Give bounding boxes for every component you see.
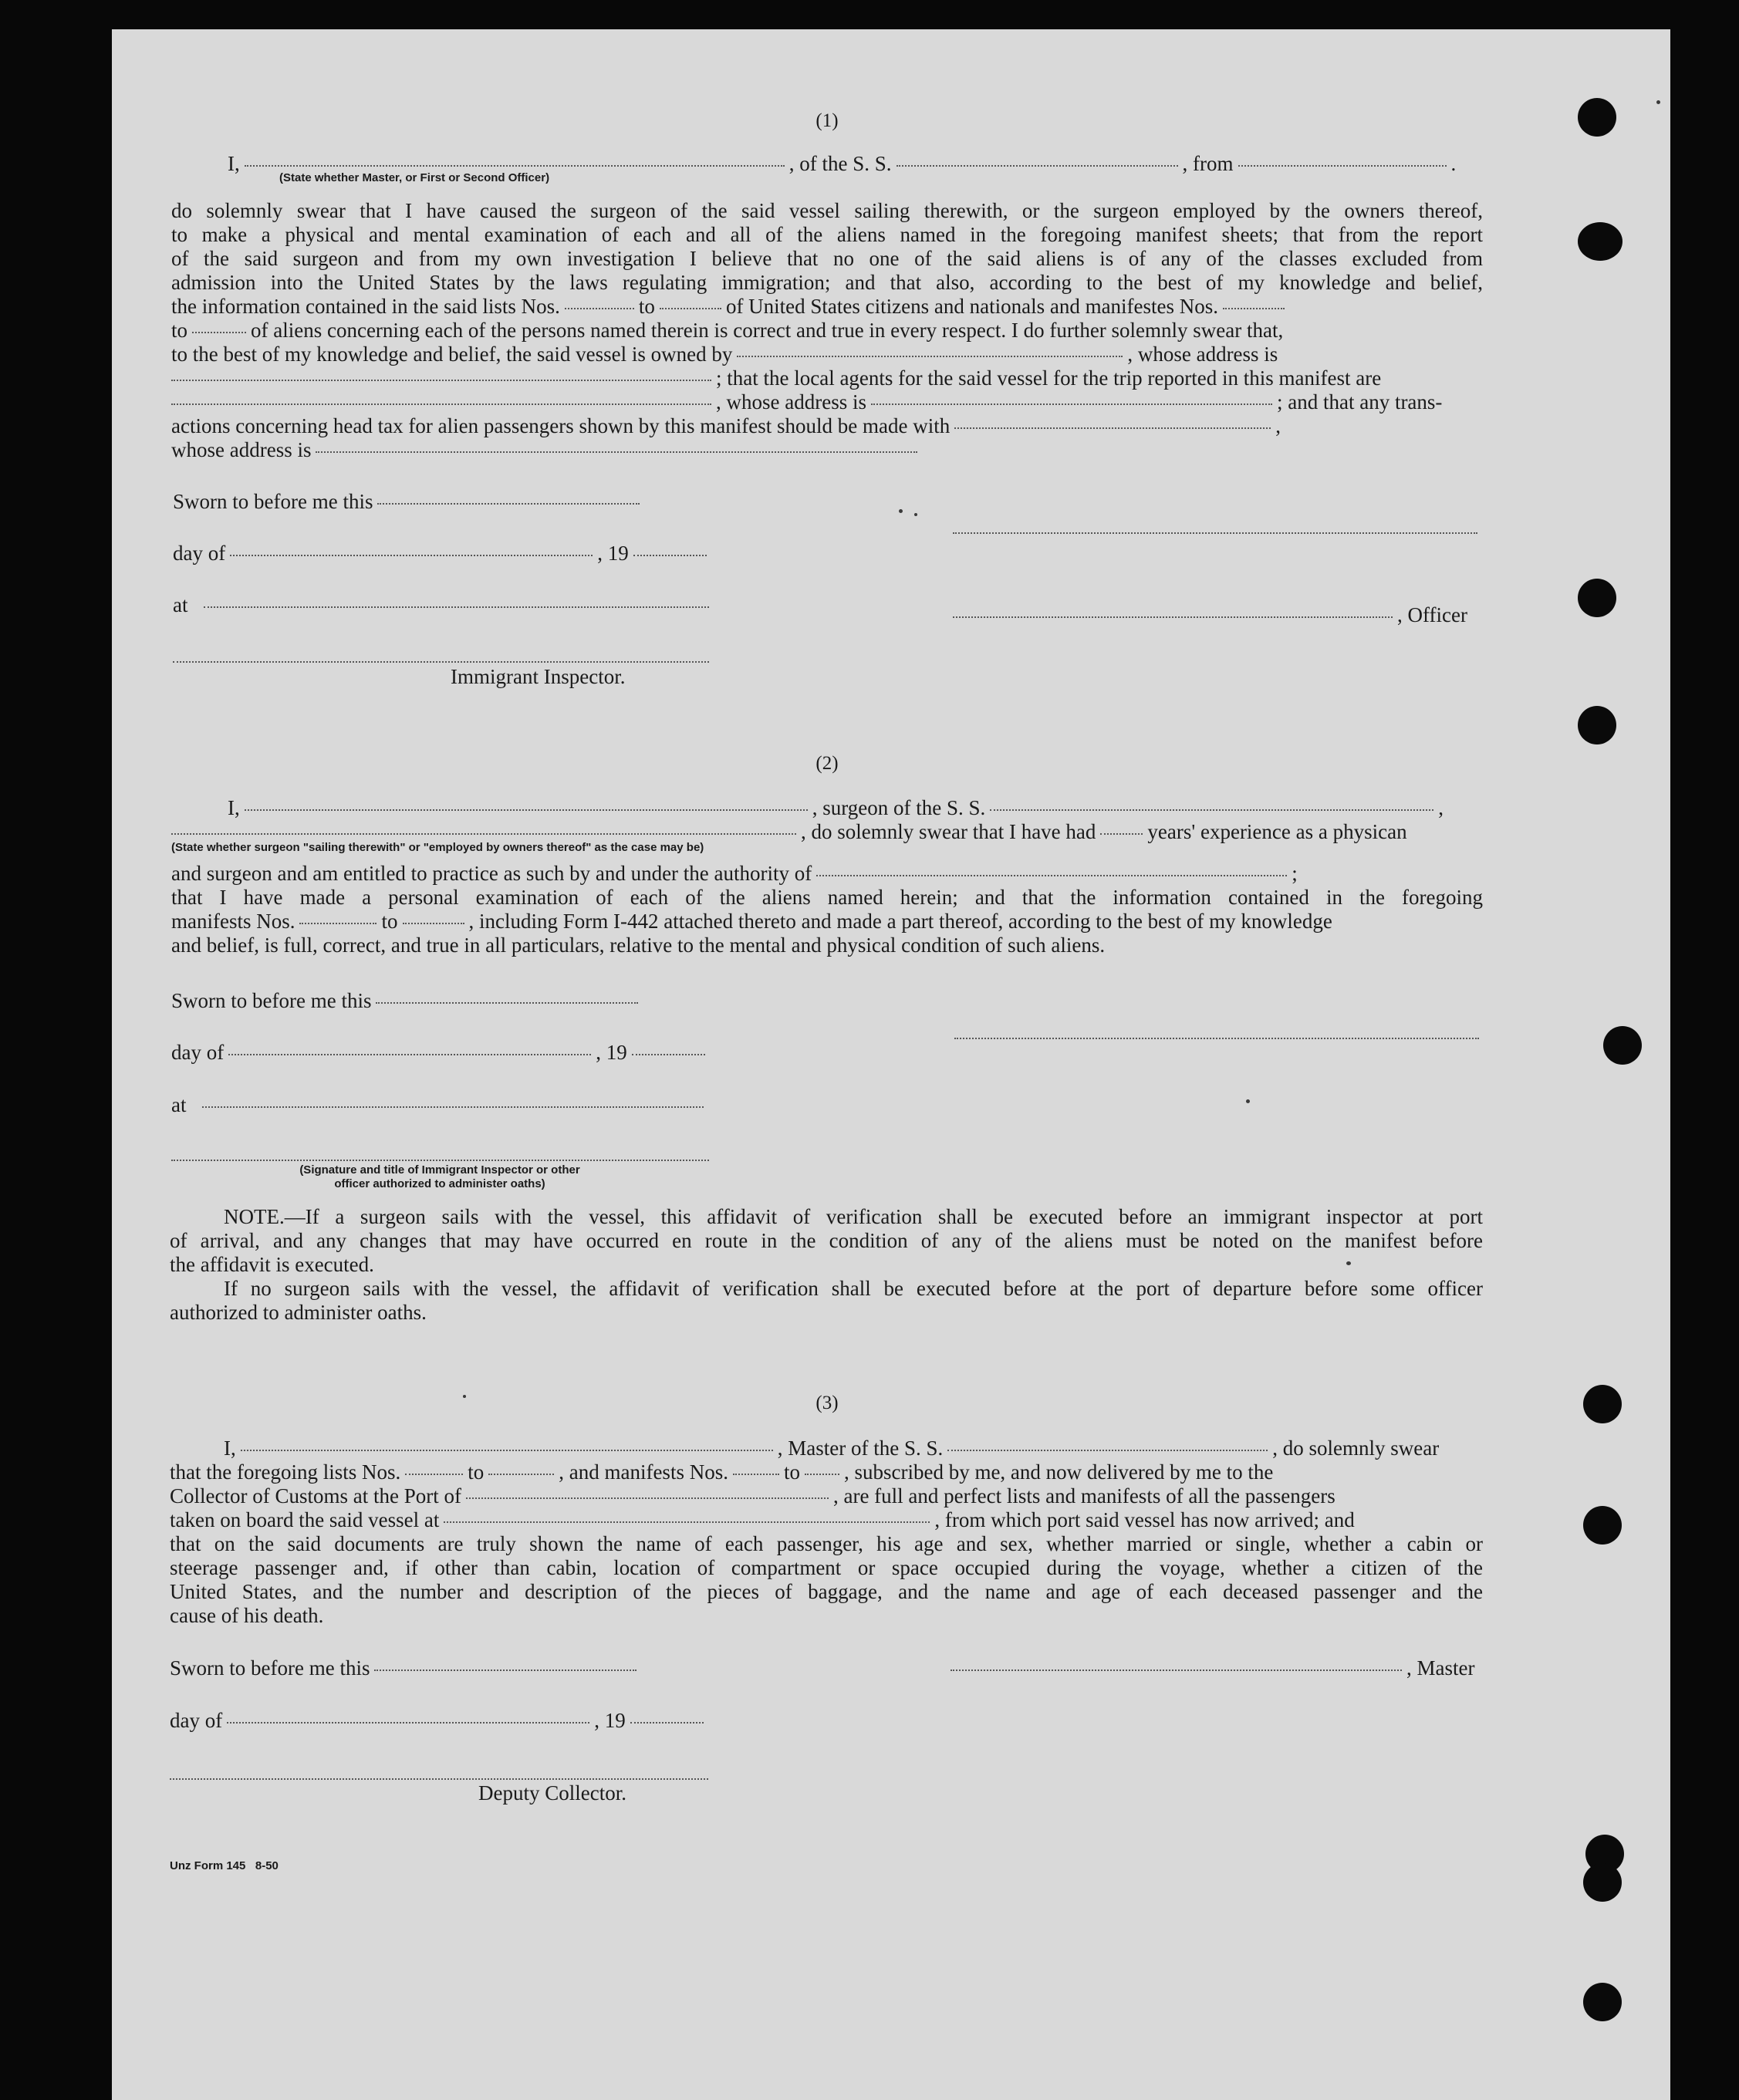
punch-hole bbox=[1578, 579, 1616, 617]
section-1-line-1: I, , of the S. S. , from . bbox=[228, 152, 1457, 175]
section-2-line-5: manifests Nos. to , including Form I-442 attached thereto and made a part thereof, according to the best of my knowledge bbox=[171, 910, 1332, 933]
officer-signature-line bbox=[953, 532, 1477, 534]
officer-hint: (State whether Master, or First or Second Officer) bbox=[279, 171, 550, 184]
at-label: at bbox=[171, 1092, 708, 1118]
sworn-label: Sworn to before me this bbox=[173, 488, 644, 515]
section-3-text: that on the said documents are truly shown the name of each passenger, his age and sex, whether married or single, whether a cabin or bbox=[170, 1532, 1483, 1555]
section-1-number: (1) bbox=[815, 110, 839, 131]
section-1-tax-line: actions concerning head tax for alien passengers shown by this manifest should be made with , bbox=[171, 414, 1281, 437]
section-2-line-6: and belief, is full, correct, and true in all particulars, relative to the mental and physical condition of such aliens. bbox=[171, 934, 1106, 957]
surgeon-hint: (State whether surgeon "sailing therewith" or "employed by owners thereof" as the case may be) bbox=[171, 841, 704, 854]
section-2-line-2: , do solemnly swear that I have had years' experience as a physican bbox=[171, 819, 1483, 845]
section-1-address-line: , whose address is ; and that any trans- bbox=[171, 389, 1483, 415]
punch-hole bbox=[1583, 1506, 1622, 1545]
section-1-text: do solemnly swear that I have caused the surgeon of the said vessel sailing therewith, or the surgeon employed by the owners thereof, bbox=[171, 199, 1483, 222]
day-of-label: day of , 19 bbox=[173, 540, 711, 566]
section-3-line-2: that the foregoing lists Nos. to , and manifests Nos. to , subscribed by me, and now delivered by me to the bbox=[170, 1460, 1274, 1484]
immigrant-inspector-label: Immigrant Inspector. bbox=[451, 665, 626, 688]
punch-hole bbox=[1578, 222, 1623, 261]
sworn-label: Sworn to before me this bbox=[170, 1655, 641, 1681]
note-text: If no surgeon sails with the vessel, the affidavit of verification shall be executed before at the port of departure before some officer bbox=[224, 1277, 1483, 1300]
punch-hole bbox=[1583, 1863, 1622, 1902]
section-1-to-line: to of aliens concerning each of the persons named therein is correct and true in every respect. I do further solemnly swear that, bbox=[171, 319, 1284, 342]
master-line: , Master bbox=[951, 1655, 1474, 1681]
punch-hole bbox=[1583, 1385, 1622, 1423]
section-3-text: steerage passenger and, if other than cabin, location of compartment or space occupied during the voyage, whether a citizen of the bbox=[170, 1556, 1483, 1579]
punch-hole bbox=[1583, 1983, 1622, 2021]
surgeon-signature-line bbox=[954, 1038, 1479, 1039]
officer-line: , Officer bbox=[953, 602, 1467, 628]
section-3-text: United States, and the number and description of the pieces of baggage, and the name and age of each deceased passenger and the bbox=[170, 1580, 1483, 1603]
at-label: at bbox=[173, 592, 714, 618]
sworn-label: Sworn to before me this bbox=[171, 988, 643, 1014]
section-3-line-1: I, , Master of the S. S. , do solemnly swear bbox=[224, 1437, 1440, 1460]
section-3-line-4: taken on board the said vessel at , from which port said vessel has now arrived; and bbox=[170, 1508, 1355, 1531]
section-1-text: of the said surgeon and from my own investigation I believe that no one of the said aliens is of any of the classes excluded from bbox=[171, 247, 1483, 270]
section-3-number: (3) bbox=[815, 1393, 839, 1413]
note-text: NOTE.—If a surgeon sails with the vessel, this affidavit of verification shall be executed before an immigrant inspector at port bbox=[224, 1205, 1483, 1228]
section-1-agents-line: ; that the local agents for the said vessel for the trip reported in this manifest are bbox=[171, 365, 1483, 391]
day-of-label: day of , 19 bbox=[170, 1707, 708, 1734]
inspector-signature-line bbox=[171, 1160, 709, 1161]
punch-hole bbox=[1578, 98, 1616, 137]
form-id: Unz Form 145 8-50 bbox=[170, 1859, 279, 1872]
section-1-whose-line: whose address is bbox=[171, 437, 1483, 463]
note-text: of arrival, and any changes that may have occurred en route in the condition of any of the aliens must be noted on the manifest before bbox=[170, 1229, 1483, 1252]
section-3-line-3: Collector of Customs at the Port of , are full and perfect lists and manifests of all the passengers bbox=[170, 1484, 1335, 1507]
deputy-collector-label: Deputy Collector. bbox=[478, 1781, 626, 1805]
section-2-line-1: I, , surgeon of the S. S. , bbox=[228, 796, 1444, 819]
section-1-owned-line: to the best of my knowledge and belief, the said vessel is owned by , whose address is bbox=[171, 343, 1278, 366]
section-2-line-4: that I have made a personal examination of each of the aliens named herein; and that the information contained in the foregoing bbox=[171, 886, 1483, 909]
section-1-text: admission into the United States by the laws regulating immigration; and that also, according to the best of my knowledge and belief, bbox=[171, 271, 1483, 294]
section-3-text: cause of his death. bbox=[170, 1604, 324, 1627]
note-text: the affidavit is executed. bbox=[170, 1253, 374, 1276]
note-text: authorized to administer oaths. bbox=[170, 1301, 427, 1324]
collector-signature-line bbox=[170, 1778, 708, 1780]
punch-hole bbox=[1603, 1026, 1642, 1065]
day-of-label: day of , 19 bbox=[171, 1039, 710, 1065]
signature-hint: (Signature and title of Immigrant Inspector or other officer authorized to administer oaths) bbox=[299, 1163, 580, 1190]
inspector-signature-line bbox=[173, 661, 709, 663]
section-1-lists-line: the information contained in the said lists Nos. to of United States citizens and nationals and manifestes Nos. bbox=[171, 293, 1483, 319]
punch-hole bbox=[1578, 706, 1616, 744]
section-2-number: (2) bbox=[815, 753, 839, 774]
section-2-line-3: and surgeon and am entitled to practice as such by and under the authority of ; bbox=[171, 862, 1298, 885]
section-1-text: to make a physical and mental examination of each and all of the aliens named in the foregoing manifest sheets; that from the report bbox=[171, 223, 1483, 246]
